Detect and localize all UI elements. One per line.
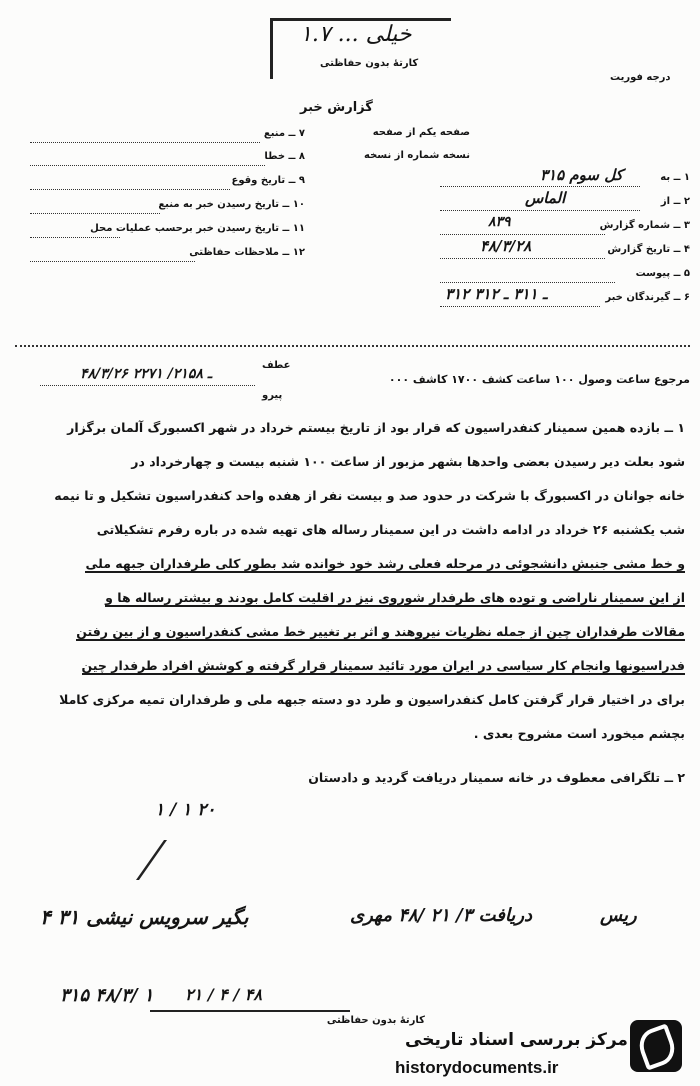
signature-left: بگیر سرویس نیشی ۳۱ ۴ xyxy=(40,905,249,929)
field-3-label: ۳ ــ شماره گزارش xyxy=(599,220,690,231)
bottom-note-mid: ۲۱ / ۴ / ۴۸ xyxy=(185,985,262,1004)
field-10-label: ۱۰ ــ تاریخ رسیدن خبر به منبع xyxy=(158,199,305,210)
field-6-value: ۳۱۲ ـ ۳۱۱ ـ ۳۱۲ xyxy=(445,285,548,303)
body-line-10: بچشم میخورد است مشروح بعدی . xyxy=(473,726,685,741)
watermark-persian: مرکز بررسی اسناد تاریخی xyxy=(405,1030,628,1050)
field-8-line xyxy=(30,165,265,166)
field-3-line xyxy=(440,234,605,235)
field-2-label: ۲ ــ از xyxy=(660,196,690,207)
field-8-label: ۸ ــ خطا xyxy=(264,151,305,162)
field-9-label: ۹ ــ تاریخ وقوع xyxy=(231,175,305,186)
field-1-label: ۱ ــ به xyxy=(660,172,690,183)
body-line-9: برای در اختیار قرار گرفتن کامل کنفدراسیون و طرد دو دسته جبهه ملی و طرفداران تمیه مرکزی کاملا xyxy=(59,692,685,707)
field-4-value: ۴۸/۳/۲۸ xyxy=(480,237,532,255)
field-12-line xyxy=(30,261,195,262)
field-12-label: ۱۲ ــ ملاحظات حفاظتی xyxy=(189,247,305,258)
field-11-label: ۱۱ ــ تاریخ رسیدن خبر برحسب عملیات محل xyxy=(90,223,305,234)
bottom-note-left: ۳۱۵ ۴۸/۳/ ۱ xyxy=(60,985,154,1006)
body-line-2: شود بعلت دیر رسیدن بعضی واحدها بشهر مزبور از ساعت ۱۰۰ شنبه بیست و چهارخرداد در xyxy=(131,454,685,469)
body-line-1: ۱ ــ بازده همین سمینار کنفدراسیون که قرار بود از تاریخ بیستم خرداد در شهر اکسبورگ آلمان برگزار xyxy=(67,420,685,435)
body-line-7: مقالات طرفداران چین از جمله نظریات نیروهند و اثر بر تغییر خط مشی کنفدراسیون و از بین رفتن xyxy=(76,624,685,639)
field-10-line xyxy=(30,213,160,214)
body-line-5: و خط مشی جنبش دانشجوئی در مرحله فعلی رشد خود خوانده شد بطور کلی طرفداران جبهه ملی xyxy=(85,556,685,571)
reference-label: عطف xyxy=(262,360,291,371)
copy-field: نسخه شماره از نسخه xyxy=(364,150,470,161)
reference-line xyxy=(40,385,255,386)
body-line-11: ۲ ــ تلگرافی معطوف در خانه سمینار دریافت گردید و دادستان xyxy=(308,770,685,785)
bottom-line xyxy=(150,1010,350,1012)
body-line-4: شب یکشنبه ۲۶ خرداد در ادامه داشت در این سمینار رساله های تهیه شده در باره رفرم تشکیلاتی xyxy=(96,522,685,537)
field-9-line xyxy=(30,189,230,190)
body-line-6: از این سمینار ناراضی و توده های طرفدار شوروی نیز در اقلیت کامل بودند و بیشتر رساله ها و xyxy=(105,590,685,605)
signature-right: ریس xyxy=(600,905,637,926)
field-2-line xyxy=(440,210,640,211)
page-field: صفحه یکم از صفحه xyxy=(372,127,470,138)
reference-number: ۴۸/۳/۲۶ ـ ۲۱۵۸/ ۲۲۷۱ xyxy=(80,366,212,382)
field-7-label: ۷ ــ منبع xyxy=(263,128,305,139)
field-11-line xyxy=(30,237,120,238)
field-6-line xyxy=(440,306,600,307)
field-4-line xyxy=(440,258,605,259)
field-6-label: ۶ ــ گیرندگان خبر xyxy=(605,292,690,303)
field-7-line xyxy=(30,142,260,143)
bottom-caption: کارتهٔ بدون حفاظتی xyxy=(326,1015,425,1026)
field-5-label: ۵ ــ پیوست xyxy=(635,268,690,279)
field-5-line xyxy=(440,282,615,283)
body-line-3: خانه جوانان در اکسبورگ با شرکت در حدود صد و بیست نفر از هفده واحد کنفدراسیون تشکیل و تا نیمه xyxy=(54,488,685,503)
field-4-label: ۴ ــ تاریخ گزارش xyxy=(607,244,690,255)
margin-scribble xyxy=(136,840,227,880)
watermark-url: historydocuments.ir xyxy=(395,1058,559,1077)
field-1-line xyxy=(440,186,640,187)
signature-center: دریافت ۳/ ۲۱ /۴۸ مهری xyxy=(350,905,533,926)
receipt-line: مرجوع ساعت وصول ۱۰۰ ساعت کشف ۱۷۰۰ کاشف ۰۰۰ xyxy=(388,373,690,386)
field-2-value: الماس xyxy=(525,189,566,207)
margin-note: ۱ / ۱ ۲۰ xyxy=(155,800,216,820)
stamp-caption: کارتهٔ بدون حفاظتی xyxy=(320,58,419,69)
document-title: گزارش خبر xyxy=(300,100,373,115)
stamp-handwriting: خیلی ... ۱.۷ xyxy=(300,22,412,47)
urgency-label: درجه فوریت xyxy=(610,72,671,83)
field-3-value: ۸۳۹ xyxy=(488,214,511,230)
separator-line xyxy=(15,345,690,347)
body-line-8: فدراسیونها وانجام کار سیاسی در ایران مورد تائید سمینار قرار گرفته و کوشش افراد طرفدار چین xyxy=(81,658,685,673)
reference-sub-label: پیرو xyxy=(262,390,283,401)
field-1-value: کل سوم ۳۱۵ xyxy=(540,166,623,184)
